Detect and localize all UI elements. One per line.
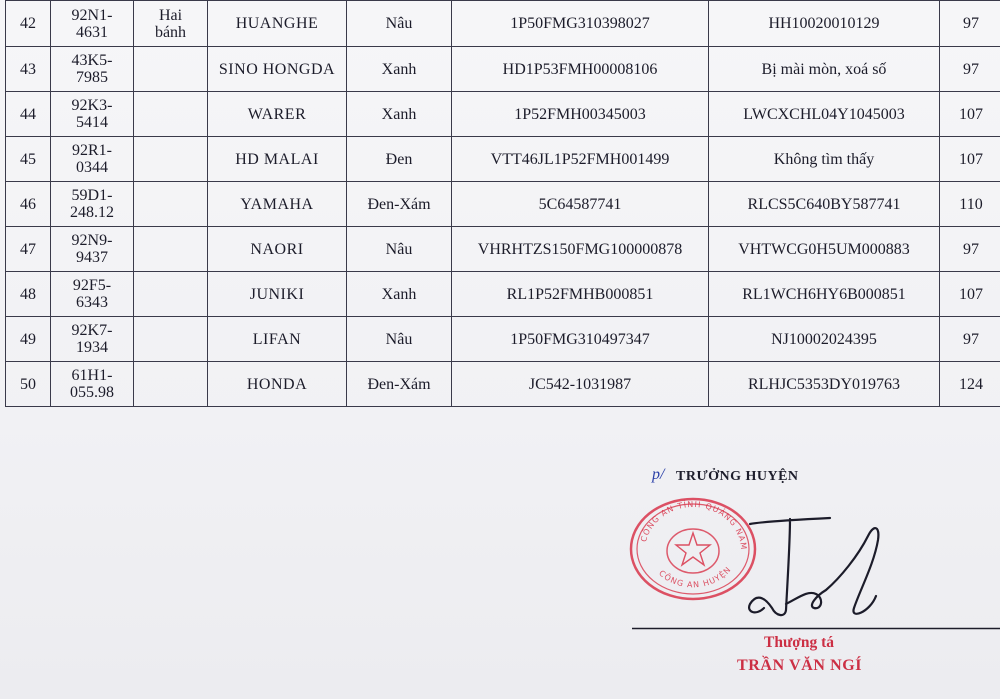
brand: WARER [247, 105, 307, 123]
plate-number [51, 47, 134, 92]
engine: VTT46JL1P52FMH001499 [490, 150, 670, 168]
engine: 1P52FMH00345003 [514, 105, 646, 123]
brand: YAMAHA [240, 195, 314, 213]
frame: VHTWCG0H5UM000883 [738, 240, 910, 258]
engine-capacity [940, 227, 1000, 272]
engine-number [452, 272, 709, 317]
brand: JUNIKI [249, 285, 305, 303]
table-row [6, 182, 1000, 227]
row-number [6, 272, 51, 317]
color: Đen [385, 150, 413, 168]
frame-number [709, 182, 940, 227]
vehicle-type [134, 272, 208, 317]
frame: LWCXCHL04Y1045003 [743, 105, 905, 123]
frame-number [709, 137, 940, 182]
cc: 110 [959, 195, 983, 213]
vehicle-type [134, 47, 208, 92]
vehicle-color [347, 182, 452, 227]
vehicle-brand [208, 317, 347, 362]
plate-line2: 1934 [76, 339, 108, 356]
engine: HD1P53FMH00008106 [502, 60, 658, 78]
vehicle-color [347, 137, 452, 182]
seal-text-bottom: CÔNG AN HUYỆN [657, 564, 733, 590]
engine-number [452, 47, 709, 92]
vehicle-type [134, 362, 208, 407]
vehicle-brand [208, 182, 347, 227]
frame-number [709, 317, 940, 362]
vehicle-type [134, 227, 208, 272]
stt: 50 [20, 375, 36, 393]
engine-capacity [940, 182, 1000, 227]
brand: HUANGHE [235, 15, 319, 32]
vehicle-type [134, 1, 208, 47]
plate-number [51, 137, 134, 182]
engine: JC542-1031987 [528, 375, 632, 393]
row-number [6, 317, 51, 362]
engine: VHRHTZS150FMG100000878 [477, 240, 683, 258]
vehicle-color [347, 227, 452, 272]
plate-line2: 055.98 [70, 384, 114, 401]
table-row [6, 227, 1000, 272]
frame: RL1WCH6HY6B000851 [742, 285, 906, 303]
plate-line1: 92F5- [72, 277, 112, 294]
engine: RL1P52FMHB000851 [506, 285, 654, 303]
frame: HH10020010129 [768, 15, 880, 32]
engine-capacity [940, 317, 1000, 362]
frame-number [709, 227, 940, 272]
color: Xanh [381, 285, 417, 303]
type-line2: bánh [154, 23, 187, 41]
row-number [6, 362, 51, 407]
signature-prefix: p/ [652, 466, 665, 483]
plate-line1: 92R1- [72, 142, 112, 159]
stt: 46 [20, 195, 36, 213]
frame-number [709, 272, 940, 317]
engine-capacity [940, 137, 1000, 182]
table-row [6, 92, 1000, 137]
stt: 48 [20, 285, 36, 303]
color: Đen-Xám [367, 195, 431, 213]
color: Xanh [381, 60, 417, 78]
engine-number [452, 362, 709, 407]
plate-line2: 5414 [76, 114, 108, 131]
color: Nâu [385, 240, 413, 258]
color: Đen-Xám [367, 375, 431, 393]
color: Xanh [381, 105, 417, 123]
plate-line1: 92K7- [71, 322, 113, 339]
row-number [6, 137, 51, 182]
color: Nâu [385, 15, 413, 32]
plate-number [51, 272, 134, 317]
row-number [6, 47, 51, 92]
handwritten-signature [690, 512, 900, 622]
table-row [6, 1, 1000, 47]
cc: 107 [959, 150, 983, 168]
engine-capacity [940, 92, 1000, 137]
plate-number [51, 362, 134, 407]
row-number [6, 227, 51, 272]
engine-number [452, 227, 709, 272]
frame-number [709, 362, 940, 407]
vehicle-type [134, 182, 208, 227]
frame: NJ10002024395 [771, 330, 877, 348]
frame: RLHJC5353DY019763 [747, 375, 900, 393]
engine-capacity [940, 47, 1000, 92]
table-row [6, 317, 1000, 362]
signer-title: TRƯỞNG HUYỆN [676, 469, 799, 484]
engine: 1P50FMG310497347 [510, 330, 650, 348]
cc: 97 [963, 15, 979, 32]
vehicle-brand [208, 92, 347, 137]
engine: 1P50FMG310398027 [510, 15, 650, 32]
vehicle-brand [208, 1, 347, 47]
engine-number [452, 137, 709, 182]
cc: 124 [959, 375, 983, 393]
engine-number [452, 92, 709, 137]
plate-number [51, 92, 134, 137]
frame-number [709, 92, 940, 137]
plate-number [51, 1, 134, 47]
stt: 43 [20, 60, 36, 78]
engine-number [452, 182, 709, 227]
plate-line1: 92N9- [71, 232, 113, 249]
row-number [6, 1, 51, 47]
vehicle-color [347, 1, 452, 47]
brand: HONDA [246, 375, 308, 393]
cc: 97 [963, 60, 979, 78]
engine-capacity [940, 272, 1000, 317]
brand: NAORI [250, 240, 304, 258]
table-row [6, 272, 1000, 317]
vehicle-color [347, 317, 452, 362]
cc: 107 [959, 105, 983, 123]
plate-number [51, 227, 134, 272]
engine-capacity [940, 362, 1000, 407]
stt: 45 [20, 150, 36, 168]
type-line1: Hai [158, 6, 183, 24]
seal-text-top: CÔNG AN TỈNH QUẢNG NAM [639, 499, 749, 551]
cc: 107 [959, 285, 983, 303]
plate-line2: 6343 [76, 294, 108, 311]
engine: 5C64587741 [538, 195, 622, 213]
stt: 44 [20, 105, 36, 123]
plate-number [51, 182, 134, 227]
plate-line2: 9437 [76, 249, 108, 266]
plate-line1: 92N1- [71, 6, 113, 24]
color: Nâu [385, 330, 413, 348]
plate-number [51, 317, 134, 362]
stt: 49 [20, 330, 36, 348]
table-row [6, 137, 1000, 182]
signer-rank: Thượng tá [764, 634, 834, 651]
engine-number [452, 1, 709, 47]
vehicle-brand [208, 227, 347, 272]
vehicle-brand [208, 47, 347, 92]
plate-line2: 7985 [76, 69, 108, 86]
plate-line1: 43K5- [71, 52, 113, 69]
plate-line2: 0344 [76, 159, 108, 176]
vehicle-brand [208, 362, 347, 407]
vehicle-color [347, 362, 452, 407]
vehicle-color [347, 272, 452, 317]
frame: RLCS5C640BY587741 [747, 195, 901, 213]
signature-line [632, 627, 1000, 630]
plate-line2: 4631 [76, 23, 108, 41]
table-row [6, 47, 1000, 92]
stt: 47 [20, 240, 36, 258]
vehicle-type [134, 137, 208, 182]
frame-number [709, 1, 940, 47]
plate-line2: 248.12 [70, 204, 114, 221]
frame: Bị mài mòn, xoá số [761, 60, 887, 78]
vehicle-table [5, 0, 1000, 407]
brand: HD MALAI [235, 150, 319, 168]
plate-line1: 59D1- [71, 187, 113, 204]
row-number [6, 92, 51, 137]
vehicle-color [347, 92, 452, 137]
plate-line1: 61H1- [71, 367, 113, 384]
table-row [6, 362, 1000, 407]
vehicle-type [134, 317, 208, 362]
vehicle-brand [208, 137, 347, 182]
signer-name: TRẦN VĂN NGÍ [737, 657, 863, 674]
brand: LIFAN [252, 330, 302, 348]
stt: 42 [20, 15, 36, 32]
vehicle-brand [208, 272, 347, 317]
frame: Không tìm thấy [773, 150, 875, 168]
vehicle-type [134, 92, 208, 137]
engine-number [452, 317, 709, 362]
plate-line1: 92K3- [71, 97, 113, 114]
row-number [6, 182, 51, 227]
cc: 97 [963, 330, 979, 348]
frame-number [709, 47, 940, 92]
cc: 97 [963, 240, 979, 258]
vehicle-color [347, 47, 452, 92]
engine-capacity [940, 1, 1000, 47]
brand: SINO HONGDA [218, 60, 336, 78]
